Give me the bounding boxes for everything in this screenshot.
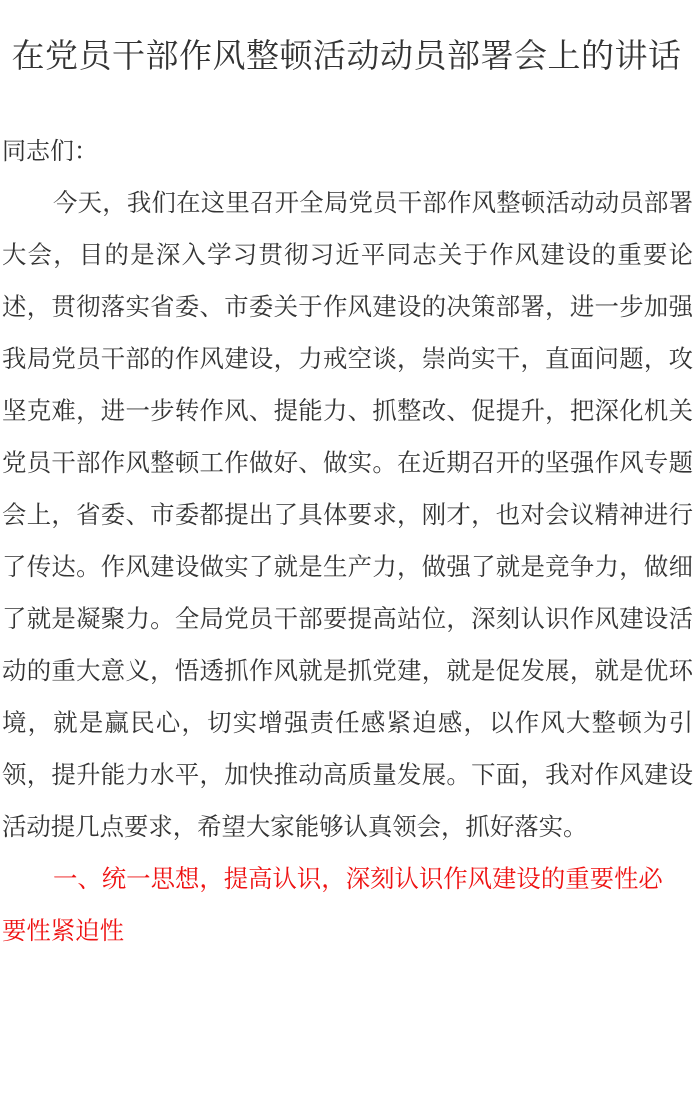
greeting: 同志们：	[2, 137, 98, 165]
section-heading: 一、统一思想，提高认识，深刻认识作风建设的重要性必要性紧迫性	[2, 864, 663, 945]
body-paragraph: 今天，我们在这里召开全局党员干部作风整顿活动动员部署大会，目的是深入学习贯彻习近平同志关于作风建设的重要论述，贯彻落实省委、市委关于作风建设的决策部署，进一步加强我局党员干部的作风建设，力戒空谈，崇尚实干，直面问题，攻坚克难，进一步转作风、提能力、抓整改、促提升，把深化机关党员干部作风整顿工作做好、做实。在近期召开的坚强作风专题会上，省委、市委都提出了具体要求，刚才，也对会议精神进行了传达。作风建设做实了就是生产力，做强了就是竞争力，做细了就是凝聚力。全局党员干部要提高站位，深刻认识作风建设活动的重大意义，悟透抓作风就是抓党建，就是促发展，就是优环境，就是赢民心，切实增强责任感紧迫感，以作风大整顿为引领，提升能力水平，加快推动高质量发展。下面，我对作风建设活动提几点要求，希望大家能够认真领会，抓好落实。	[2, 188, 693, 841]
document-title: 在党员干部作风整顿活动动员部署会上的讲话	[11, 36, 682, 75]
